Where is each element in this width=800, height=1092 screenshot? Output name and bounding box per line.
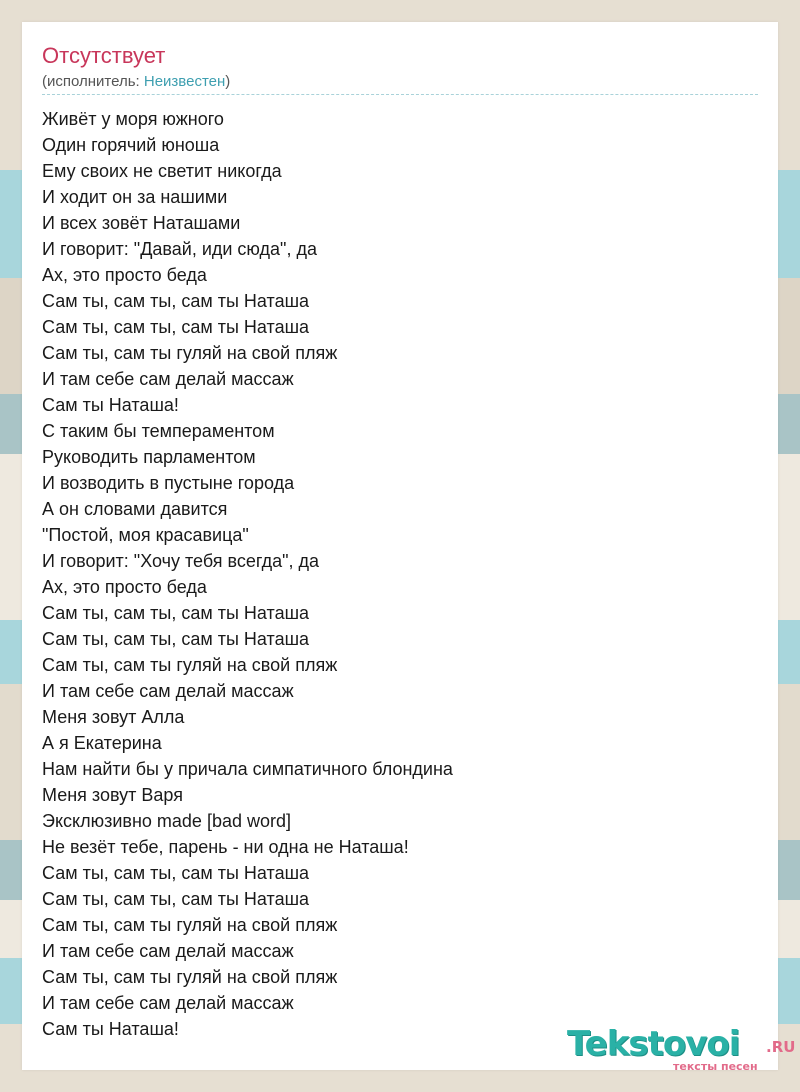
logo-name: Tekstovoi [567,1024,740,1064]
tekstovoi-logo[interactable] [567,1024,796,1073]
lyrics-text [42,106,758,1042]
lyrics-card [22,22,796,1073]
lyric-line: Руководить парламентом [42,447,256,467]
song-title: Отсутствует [42,43,166,68]
lyric-line: С таким бы темпераментом [42,421,275,441]
lyric-line: Сам ты, сам ты, сам ты Наташа [42,629,310,649]
artist-line [42,73,230,91]
lyric-line: Меня зовут Варя [42,785,183,805]
logo-tagline: тексты песен [673,1060,758,1073]
lyric-line: И всех зовёт Наташами [42,213,241,233]
lyric-line: Сам ты, сам ты гуляй на свой пляж [42,343,338,363]
title-divider [42,94,758,95]
lyric-line: И говорит: "Хочу тебя всегда", да [42,551,320,571]
lyric-line: Сам ты, сам ты, сам ты Наташа [42,317,310,337]
lyric-line: А он словами давится [42,499,228,519]
lyric-line: Сам ты Наташа! [42,395,179,415]
lyric-line: Ему своих не светит никогда [42,161,282,181]
lyric-line: Живёт у моря южного [42,109,224,129]
lyric-line: Сам ты, сам ты, сам ты Наташа [42,603,310,623]
lyric-line: Сам ты, сам ты гуляй на свой пляж [42,967,338,987]
lyric-line: Нам найти бы у причала симпатичного блондина [42,759,453,779]
lyric-line: И говорит: "Давай, иди сюда", да [42,239,317,259]
lyric-line: "Постой, моя красавица" [42,525,249,545]
lyric-line: И там себе сам делай массаж [42,941,294,961]
artist-suffix: ) [225,73,231,90]
lyric-line: Сам ты, сам ты гуляй на свой пляж [42,915,338,935]
lyric-line: Сам ты, сам ты, сам ты Наташа [42,889,310,909]
logo-tld: .RU [766,1038,796,1056]
lyric-line: И там себе сам делай массаж [42,369,294,389]
lyric-line: Эксклюзивно made [bad word] [42,811,291,831]
lyric-line: И там себе сам делай массаж [42,681,294,701]
lyric-line: Меня зовут Алла [42,707,185,727]
lyric-line: И возводить в пустыне города [42,473,295,493]
artist-link[interactable]: Неизвестен [143,73,226,90]
lyric-line: И ходит он за нашими [42,187,228,207]
artist-prefix: (исполнитель: [42,73,144,90]
lyric-line: Не везёт тебе, парень - ни одна не Наташа! [42,837,409,857]
lyric-line: Ах, это просто беда [42,577,207,597]
lyric-line: Один горячий юноша [42,135,220,155]
lyric-line: Сам ты, сам ты гуляй на свой пляж [42,655,338,675]
lyric-line: Сам ты, сам ты, сам ты Наташа [42,291,310,311]
lyric-line: А я Екатерина [42,733,162,753]
lyric-line: Сам ты, сам ты, сам ты Наташа [42,863,310,883]
lyric-line: Ах, это просто беда [42,265,207,285]
lyric-line: И там себе сам делай массаж [42,993,294,1013]
lyric-line: Сам ты Наташа! [42,1019,179,1039]
